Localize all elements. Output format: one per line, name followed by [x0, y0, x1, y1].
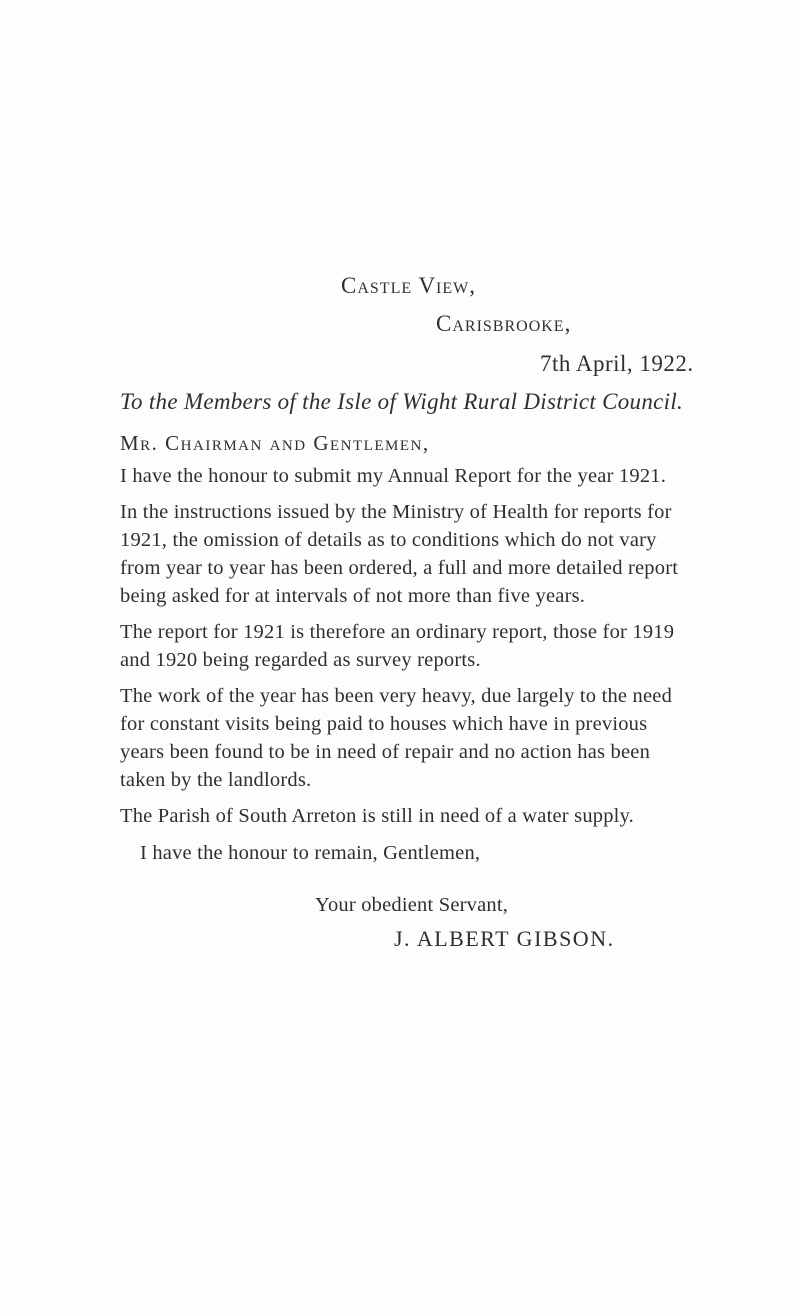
address-line-1: Castle View,: [341, 273, 477, 298]
salutation: Mr. Chairman and Gentlemen,: [120, 431, 430, 455]
addressee-line: To the Members of the Isle of Wight Rural District Council.: [120, 389, 684, 414]
paragraph: The Parish of South Arreton is still in need of a water supply.: [120, 805, 635, 827]
paragraph: The work of the year has been very heavy, due largely to the need for constant visits being paid to houses which have in previous years been found to be in need of repair and no action has been taken by the landlords.: [120, 685, 673, 791]
letter-date: 7th April, 1922.: [540, 351, 694, 376]
closing-line: I have the honour to remain, Gentlemen,: [140, 842, 481, 864]
address-line-2: Carisbrooke,: [436, 311, 572, 336]
paragraph: In the instructions issued by the Ministry of Health for reports for 1921, the omission of details as to conditions which do not vary from year to year has been ordered, a full and more detailed report being asked for at intervals of not more than five years.: [120, 501, 679, 607]
valediction: Your obedient Servant,: [315, 894, 509, 916]
signature: J. ALBERT GIBSON.: [394, 926, 615, 951]
paragraph: The report for 1921 is therefore an ordinary report, those for 1919 and 1920 being regarded as survey reports.: [120, 621, 675, 671]
paragraph: I have the honour to submit my Annual Report for the year 1921.: [120, 465, 667, 487]
letter-body: [120, 462, 680, 838]
